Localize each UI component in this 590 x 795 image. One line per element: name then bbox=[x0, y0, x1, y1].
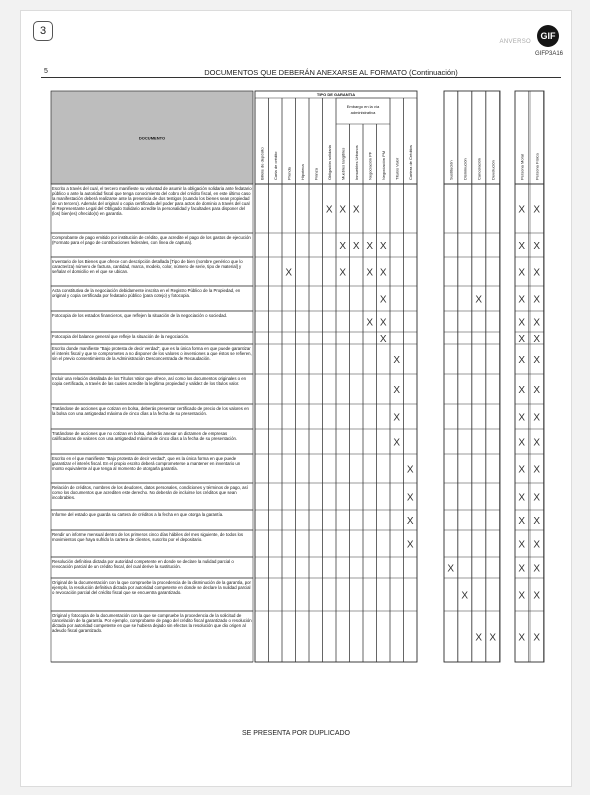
document-row-text: Escrito en el que manifieste "Bajo protesta de decir verdad", que es la única forma en que puede garantizar el interés fiscal. En el propio escrito deberá comprometerse a mantener en inventario un monto equivalente al que tenga al momento de otorgarla garantía. bbox=[52, 455, 241, 471]
x-mark: X bbox=[379, 334, 387, 345]
x-mark: X bbox=[518, 539, 526, 551]
document-row-text: Comprobante de pago emitido por institución de crédito, que acredite el pago de los gastos de ejecución (Formato para el pago de contribuciones federales, con línea de captura). bbox=[52, 234, 251, 245]
x-mark: X bbox=[393, 385, 401, 396]
document-row-text: Original de la documentación con la que compruebe la procedencia de la disminución de la garantía, por ejemplo, la resolución definitiva dictada por autoridad competente en donde se declare la nulidad parcial o revocación parcial del crédito fiscal que se encuentra garantizado. bbox=[52, 579, 251, 595]
x-mark: X bbox=[518, 516, 526, 527]
column-header-9: Negociación PM bbox=[380, 150, 386, 180]
subgroup-header-line1: Embargo en la vía bbox=[346, 104, 380, 109]
x-mark: X bbox=[393, 412, 401, 424]
x-mark: X bbox=[406, 539, 414, 551]
x-mark: X bbox=[352, 241, 360, 252]
column-header-2: Prenda bbox=[286, 167, 292, 180]
x-mark: X bbox=[518, 204, 526, 216]
x-mark: X bbox=[366, 267, 374, 279]
document-row-text: Escrito donde manifieste "Bajo protesta de decir verdad", que es la única forma en que puede garantizar el interés fiscal y que te comprometes a no disponer de los valores o inversiones a que éstos se refieren, sin el previo consentimiento de la Administración Desconcentrada de Recaudación. bbox=[52, 345, 252, 361]
x-mark: X bbox=[339, 204, 347, 216]
x-mark: X bbox=[533, 516, 541, 527]
x-mark: X bbox=[533, 241, 541, 252]
x-mark: X bbox=[533, 355, 541, 366]
x-mark: X bbox=[489, 632, 497, 644]
column-header-4: Fianza bbox=[313, 167, 319, 180]
x-mark: X bbox=[518, 355, 526, 366]
duplicate-note: SE PRESENTA POR DUPLICADO bbox=[241, 730, 350, 737]
x-mark: X bbox=[518, 317, 526, 329]
x-mark: X bbox=[533, 464, 541, 476]
x-mark: X bbox=[533, 317, 541, 329]
x-mark: X bbox=[393, 355, 401, 366]
x-mark: X bbox=[518, 632, 526, 644]
document-row-text: Incluir una relación detallada de los Títulos Valor que ofrece, así como los documentos originales o en copia certificada, a través de las cuales acredite la legítima propiedad y validez de los títulos valor. bbox=[52, 375, 247, 386]
document-row-text: Tratándose de acciones que cotizan en bolsa, deberás presentar certificado de precio de los valores en la bolsa con una antigüedad máxima de cinco días a la fecha de su presentación. bbox=[52, 405, 249, 416]
x-mark: X bbox=[533, 294, 541, 306]
document-row-text: Informe del estado que guarda su cartera de créditos a la fecha en que otorga la garantía. bbox=[52, 511, 224, 517]
x-mark: X bbox=[533, 204, 541, 216]
x-mark: X bbox=[533, 267, 541, 279]
column-header-11: Cartera de Créditos bbox=[407, 145, 413, 180]
x-mark: X bbox=[518, 385, 526, 396]
x-mark: X bbox=[518, 334, 526, 345]
x-mark: X bbox=[518, 464, 526, 476]
column-header-13: Disminución bbox=[462, 158, 468, 180]
x-mark: X bbox=[447, 563, 455, 575]
column-header-5: Obligación solidaria bbox=[326, 145, 332, 180]
x-mark: X bbox=[325, 204, 333, 216]
column-header-15: Devolución bbox=[490, 160, 496, 180]
column-header-6: Muebles tangibles bbox=[340, 147, 346, 180]
x-mark: X bbox=[518, 437, 526, 449]
x-mark: X bbox=[518, 241, 526, 252]
page-number: 3 bbox=[33, 21, 53, 41]
group-header: TIPO DE GARANTIA bbox=[316, 92, 356, 97]
x-mark: X bbox=[475, 632, 483, 644]
column-header-7: Inmuebles Urbanos bbox=[353, 145, 359, 180]
document-header: DOCUMENTO bbox=[138, 135, 166, 141]
x-mark: X bbox=[533, 590, 541, 602]
anverso-label: ANVERSO bbox=[499, 39, 531, 45]
document-row-text: Escrito a través del cual, el tercero manifieste su voluntad de asumir la obligación solidaria ante fedatario público o ante la autoridad fiscal que tenga conocimiento del cobro del crédito fiscal, en este último caso la manifestación deberá realizarse ante la presencia de dos testigos (cuando los bienes sean propiedad de un tercero). Además del original o copia certificada del poder para actos de dominio a través del cual el Representante Legal del Obligado Solidario acredite la personalidad y facultades para disponer del (los) bien(es) ofrecido(s) en garantía. bbox=[52, 185, 252, 216]
x-mark: X bbox=[533, 632, 541, 644]
x-mark: X bbox=[533, 412, 541, 424]
x-mark: X bbox=[366, 241, 374, 252]
column-header-3: Hipoteca bbox=[299, 164, 305, 180]
column-header-1: Carta de crédito bbox=[272, 151, 278, 180]
document-row-text: Rendir un informe mensual dentro de los primeros cinco días hábiles del mes siguiente, de todos los movimientos que haya sufrido la cartera de clientes, suscrito por el depositario. bbox=[52, 531, 244, 542]
column-header-8: Negociación PF bbox=[367, 151, 373, 180]
x-mark: X bbox=[393, 437, 401, 449]
x-mark: X bbox=[461, 590, 469, 602]
document-row-text: Fotocopia del balance general que refleje la situación de la negociación. bbox=[52, 333, 190, 339]
x-mark: X bbox=[518, 412, 526, 424]
document-row-text: Original y fotocopia de la documentación con la que se compruebe la procedencia de la solicitud de cancelación de la garantía. Por ejemplo, comprobante de pago del crédito fiscal garantizado o resolución dictada por autoridad competente en que se hubiera dejado sin efectos la resolución que dio origen al adeudo fiscal garantizado. bbox=[52, 612, 252, 633]
subgroup-header-line2: administrativa bbox=[350, 110, 376, 115]
x-mark: X bbox=[379, 317, 387, 329]
column-header-12: Sustitución bbox=[448, 160, 454, 180]
x-mark: X bbox=[339, 241, 347, 252]
column-header-16: Persona Moral bbox=[519, 153, 525, 180]
x-mark: X bbox=[533, 334, 541, 345]
x-mark: X bbox=[475, 294, 483, 306]
x-mark: X bbox=[406, 516, 414, 527]
document-row-text: Tratándose de acciones que no cotizan en bolsa, deberás anexar un dictamen de empresas calificadoras de valores con una antigüedad máxima de cinco días a la fecha de su presentación. bbox=[52, 430, 238, 441]
document-row-text: Relación de créditos, nombres de los deudores, datos personales, condiciones y términos de pago, así como los documentos que acrediten este derecho. No deberán de incluirse los créditos que sean incobrables. bbox=[52, 484, 248, 500]
section-number: 5 bbox=[44, 68, 48, 75]
x-mark: X bbox=[518, 492, 526, 504]
document-row-text: Inventario de los Bienes que ofrece con descripción detallada [Tipo de bien (nombre genérico que lo caracteriza) número de factura, cantidad, marca, modelo, color, número de serie, tipo de material] y señalar el domicilio en el que se ubican. bbox=[52, 258, 243, 274]
form-code: GIFP3A16 bbox=[534, 51, 563, 57]
x-mark: X bbox=[518, 267, 526, 279]
column-header-17: Persona Física bbox=[534, 153, 540, 180]
x-mark: X bbox=[533, 539, 541, 551]
x-mark: X bbox=[339, 267, 347, 279]
document-row-text: Fotocopia de los estados financieros, que reflejen la situación de la negociación o sociedad. bbox=[52, 312, 228, 318]
x-mark: X bbox=[518, 590, 526, 602]
x-mark: X bbox=[533, 563, 541, 575]
x-mark: X bbox=[366, 317, 374, 329]
x-mark: X bbox=[533, 385, 541, 396]
x-mark: X bbox=[285, 267, 293, 279]
x-mark: X bbox=[352, 204, 360, 216]
x-mark: X bbox=[379, 241, 387, 252]
x-mark: X bbox=[533, 492, 541, 504]
column-header-14: Cancelación bbox=[476, 157, 482, 180]
document-row-text: Resolución definitiva dictada por autoridad competente en donde se declare la nulidad parcial o revocación parcial de un crédito fiscal, del cual derive la sustitución. bbox=[52, 558, 234, 569]
x-mark: X bbox=[406, 464, 414, 476]
x-mark: X bbox=[379, 294, 387, 306]
x-mark: X bbox=[406, 492, 414, 504]
document-row-text: Acta constitutiva de la negociación debidamente inscrita en el Registro Público de la Propiedad, en original y copia certificada por fedatario público (para cotejo) y fotocopia. bbox=[52, 287, 241, 298]
x-mark: X bbox=[379, 267, 387, 279]
x-mark: X bbox=[518, 563, 526, 575]
section-title: DOCUMENTOS QUE DEBERÁN ANEXARSE AL FORMATO (Continuación) bbox=[204, 68, 458, 77]
x-mark: X bbox=[518, 294, 526, 306]
gif-logo: GIF bbox=[537, 25, 559, 47]
x-mark: X bbox=[533, 437, 541, 449]
column-header-0: Billete de depósito bbox=[259, 147, 265, 180]
column-header-10: Títulos Valor bbox=[394, 157, 400, 180]
